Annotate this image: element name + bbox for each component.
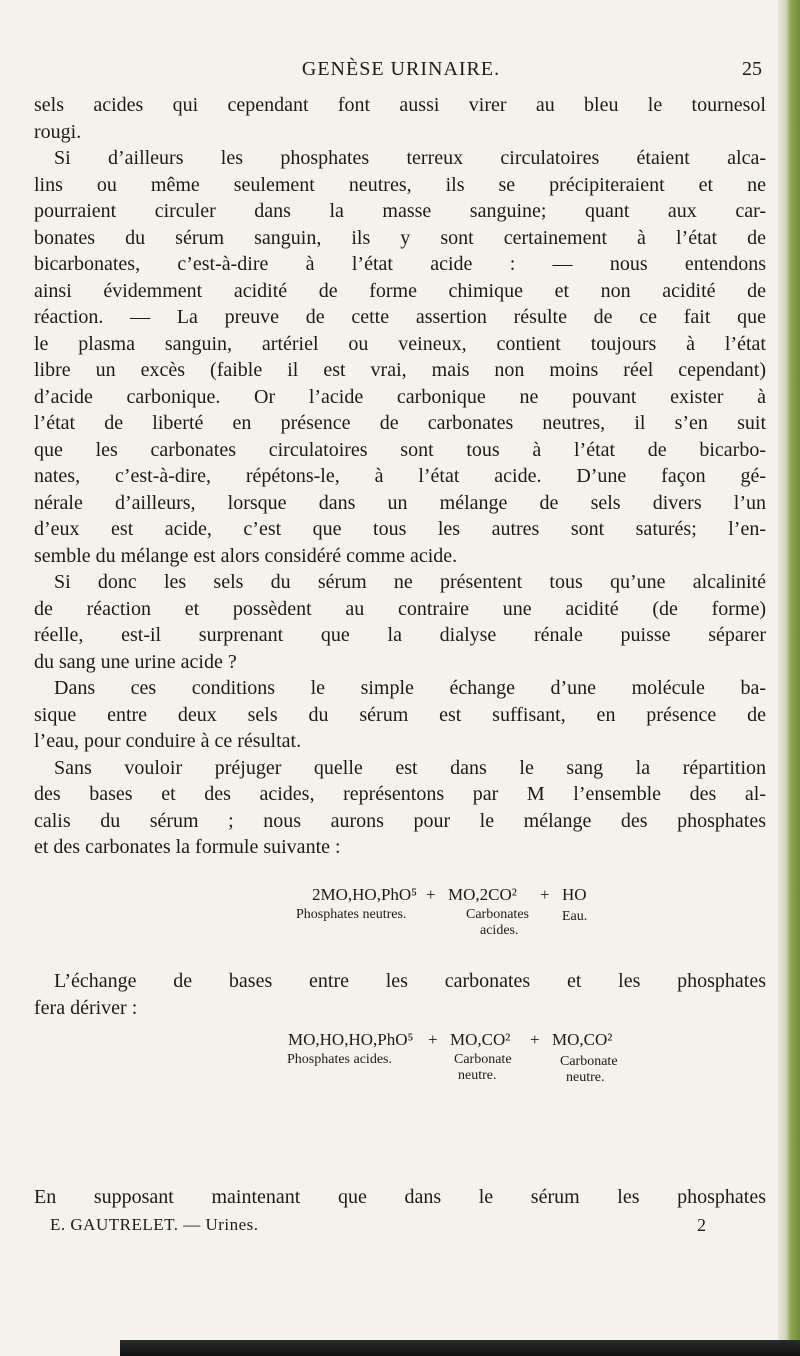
formula-caption: Carbonate (560, 1054, 618, 1069)
text-line: l’état de liberté en présence de carbonates neutres, il s’en suit (34, 412, 766, 434)
text-line: sique entre deux sels du sérum est suffisant, en présence de (34, 703, 766, 726)
text-line: de réaction et possèdent au contraire une acidité (de forme) (34, 597, 766, 620)
text-line: ainsi évidemment acidité de forme chimique et non acidité de (34, 279, 766, 302)
text-line: et des carbonates la formule suivante : (34, 836, 341, 858)
formula-caption: neutre. (566, 1070, 605, 1085)
body-text-block (34, 968, 766, 1021)
formula-caption: Eau. (562, 909, 588, 924)
page-bottom-edge (120, 1340, 800, 1356)
text-line: bonates du sérum sanguin, ils y sont certainement à l’état de (34, 226, 766, 249)
sheet-number: 2 (697, 1215, 706, 1235)
text-line: nates, c’est-à-dire, répétons-le, à l’état acide. D’une façon gé- (34, 465, 766, 487)
formula-caption: acides. (480, 923, 519, 938)
text-line: réelle, est-il surprenant que la dialyse rénale puisse séparer (34, 624, 766, 646)
text-line: d’eux est acide, c’est que tous les autres sont saturés; l’en- (34, 518, 766, 540)
page-number: 25 (742, 58, 762, 80)
text-line: que les carbonates circulatoires sont tous à l’état de bicarbo- (34, 438, 766, 461)
text-line: d’acide carbonique. Or l’acide carbonique ne pouvant exister à (34, 385, 766, 408)
text-line: lins ou même seulement neutres, ils se précipiteraient et ne (34, 173, 766, 196)
text-line: des bases et des acides, représentons par M l’ensemble des al- (34, 783, 766, 805)
text-line: fera dériver : (34, 996, 138, 1019)
text-line: rougi. (34, 120, 82, 143)
formula-caption: neutre. (458, 1068, 497, 1083)
formula-term: 2MO,HO,PhO⁵ (312, 885, 418, 904)
formula-caption: Phosphates acides. (287, 1052, 392, 1067)
running-title: GENÈSE URINAIRE. (301, 58, 501, 80)
text-line: Sans vouloir préjuger quelle est dans le sang la répartition (54, 756, 766, 779)
formula-caption: Carbonates (466, 907, 529, 922)
body-text-block (34, 1184, 766, 1211)
text-line: En supposant maintenant que dans le sérum les phosphates (34, 1186, 766, 1208)
text-line: pourraient circuler dans la masse sanguine; quant aux car- (34, 200, 766, 222)
text-line: réaction. — La preuve de cette assertion résulte de ce fait que (34, 306, 766, 328)
formula-term: MO,2CO² (448, 885, 517, 904)
formula-plus: + (428, 1030, 438, 1049)
text-line: calis du sérum ; nous aurons pour le mélange des phosphates (34, 809, 766, 832)
text-line: L’échange de bases entre les carbonates et les phosphates (54, 970, 766, 992)
formula-term: MO,CO² (552, 1030, 613, 1049)
text-line: nérale d’ailleurs, lorsque dans un mélange de sels divers l’un (34, 491, 766, 514)
page-header (40, 58, 762, 86)
formula-term: MO,CO² (450, 1030, 511, 1049)
formula-term: HO (562, 885, 587, 904)
formula-neutral-phosphates (0, 885, 800, 945)
formula-caption: Phosphates neutres. (296, 907, 407, 922)
text-line: Dans ces conditions le simple échange d’une molécule ba- (54, 677, 766, 699)
text-line: le plasma sanguin, artériel ou veineux, contient toujours à l’état (34, 332, 766, 355)
text-line: Si donc les sels du sérum ne présentent tous qu’une alcalinité (54, 571, 766, 593)
formula-acid-phosphates (0, 1030, 800, 1090)
formula-plus: + (426, 885, 436, 904)
text-line: bicarbonates, c’est-à-dire à l’état acide : — nous entendons (34, 253, 766, 275)
page-edge (778, 0, 800, 1356)
text-line: du sang une urine acide ? (34, 650, 237, 673)
text-line: semble du mélange est alors considéré comme acide. (34, 544, 458, 567)
formula-caption: Carbonate (454, 1052, 512, 1067)
text-line: l’eau, pour conduire à ce résultat. (34, 730, 302, 752)
formula-plus: + (540, 885, 550, 904)
formula-plus: + (530, 1030, 540, 1049)
text-line: libre un excès (faible il est vrai, mais non moins réel cependant) (34, 359, 766, 381)
text-line: sels acides qui cependant font aussi virer au bleu le tournesol (34, 94, 766, 116)
formula-term: MO,HO,HO,PhO⁵ (288, 1030, 414, 1049)
text-line: Si d’ailleurs les phosphates terreux circulatoires étaient alca- (54, 147, 766, 169)
body-text-block (34, 92, 766, 861)
author-signature: E. GAUTRELET. — Urines. (50, 1215, 259, 1234)
